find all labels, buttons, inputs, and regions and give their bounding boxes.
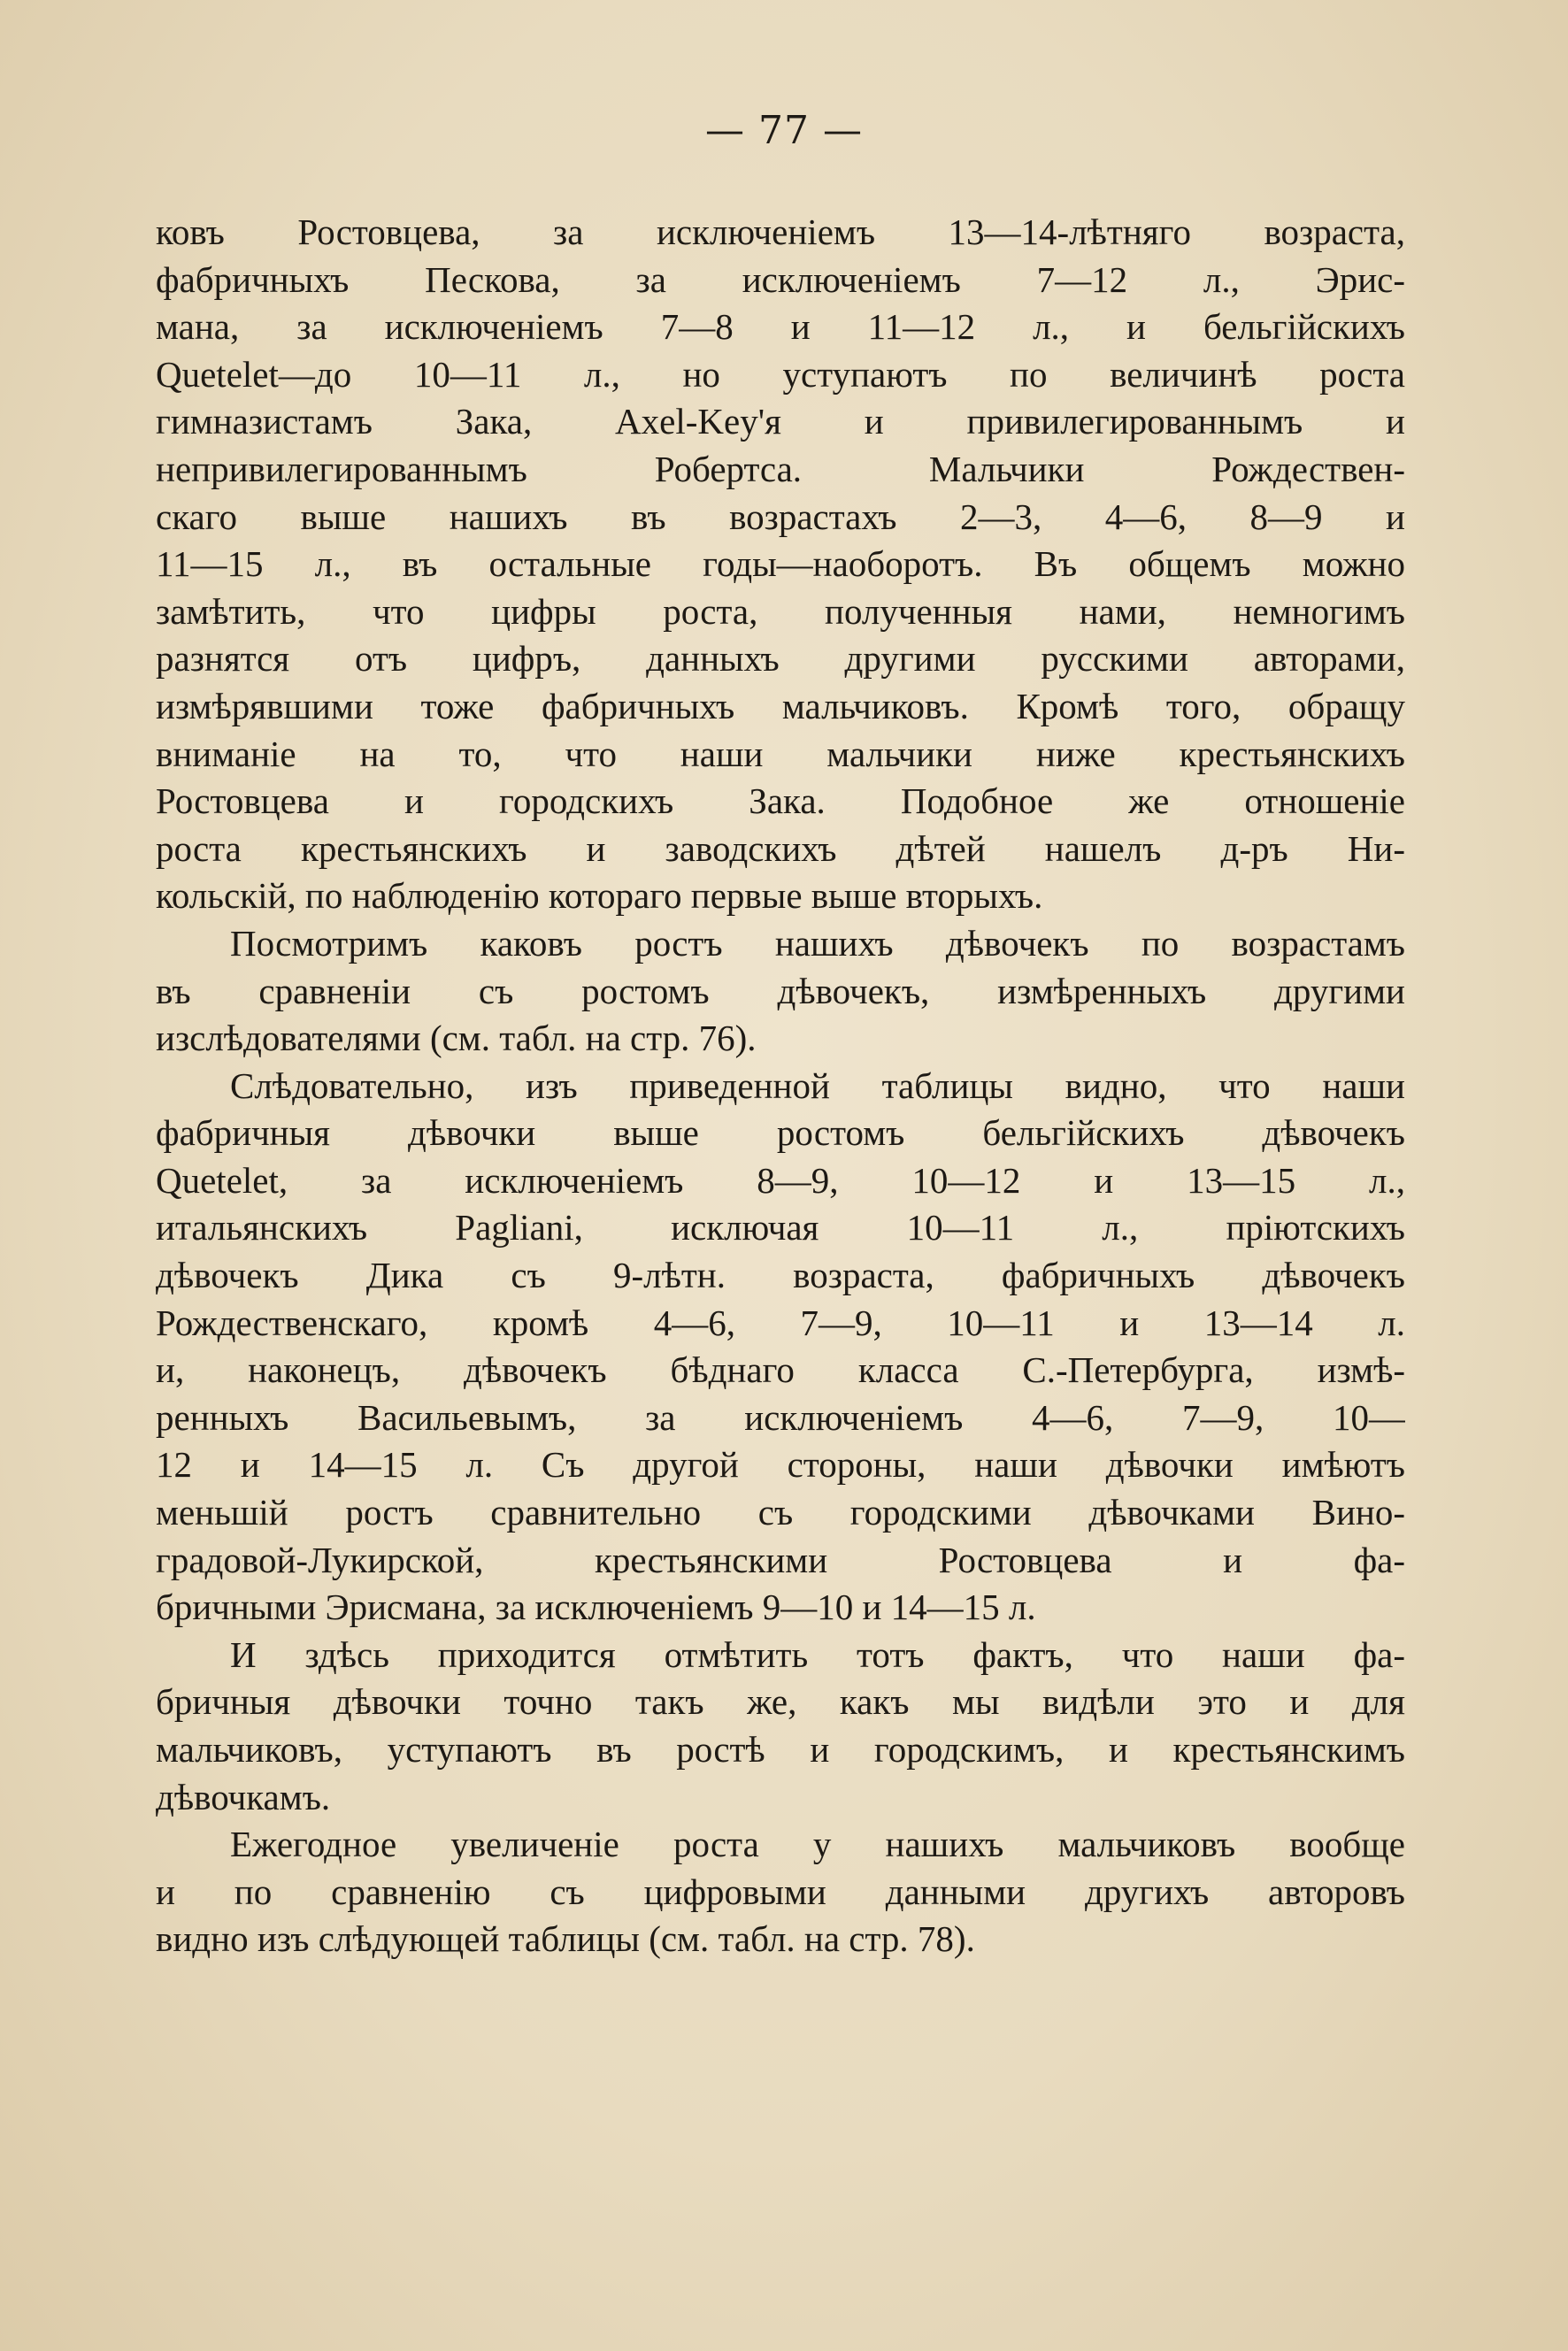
text-line: гимназистамъ Зака, Axel-Key'я и привилегированнымъ и — [156, 401, 1405, 442]
text-line: ковъ Ростовцева, за исключеніемъ 13—14-лѣтняго возраста, — [156, 211, 1405, 252]
text-line: измѣрявшими тоже фабричныхъ мальчиковъ. Кромѣ того, обращу — [156, 685, 1405, 726]
text-line: въ сравненіи съ ростомъ дѣвочекъ, измѣренныхъ другими — [156, 970, 1405, 1011]
text-line: 11—15 л., въ остальные годы—наоборотъ. Въ общемъ можно — [156, 543, 1405, 585]
text-line: итальянскихъ Pagliani, исключая 10—11 л., пріютскихъ — [156, 1207, 1405, 1248]
text-line: 12 и 14—15 л. Съ другой стороны, наши дѣвочки имѣютъ — [156, 1444, 1405, 1486]
text-line: Quetelet, за исключеніемъ 8—9, 10—12 и 13—15 л., — [156, 1159, 1405, 1201]
text-line: ренныхъ Васильевымъ, за исключеніемъ 4—6, 7—9, 10— — [156, 1396, 1405, 1438]
text-line: градовой-Лукирской, крестьянскими Ростовцева и фа- — [156, 1539, 1405, 1580]
text-line: фабричныхъ Пескова, за исключеніемъ 7—12 л., Эрис- — [156, 258, 1405, 300]
text-line: непривилегированнымъ Робертса. Мальчики Рождествен- — [156, 448, 1405, 489]
text-line: и, наконецъ, дѣвочекъ бѣднаго класса С.-Петербурга, измѣ- — [156, 1349, 1405, 1391]
paragraph — [156, 1632, 1405, 1821]
page-number: — 77 — — [705, 108, 863, 153]
text-line: изслѣдователями (см. табл. на стр. 76). — [156, 1018, 757, 1059]
paragraph — [156, 209, 1405, 920]
text-line: видно изъ слѣдующей таблицы (см. табл. на стр. 78). — [156, 1918, 975, 1960]
paragraph — [156, 1063, 1405, 1632]
text-line: меньшій ростъ сравнительно съ городскими дѣвочками Вино- — [156, 1492, 1405, 1533]
text-line: Слѣдовательно, изъ приведенной таблицы видно, что наши — [230, 1064, 1405, 1106]
text-line: мальчиковъ, уступаютъ въ ростѣ и городскимъ, и крестьянскимъ — [156, 1729, 1405, 1770]
text-line: вниманіе на то, что наши мальчики ниже крестьянскихъ — [156, 733, 1405, 774]
text-line: Quetelet—до 10—11 л., но уступаютъ по величинѣ роста — [156, 353, 1405, 395]
text-line: дѣвочкамъ. — [156, 1776, 331, 1817]
text-line: кольскій, по наблюденію котораго первые выше вторыхъ. — [156, 875, 1043, 917]
text-line: фабричныя дѣвочки выше ростомъ бельгійскихъ дѣвочекъ — [156, 1112, 1405, 1154]
text-line: скаго выше нашихъ въ возрастахъ 2—3, 4—6, 8—9 и — [156, 496, 1405, 537]
text-line: разнятся отъ цифръ, данныхъ другими русскими авторами, — [156, 638, 1405, 680]
text-line: замѣтить, что цифры роста, полученныя нами, немногимъ — [156, 590, 1405, 632]
text-line: мана, за исключеніемъ 7—8 и 11—12 л., и бельгійскихъ — [156, 306, 1405, 348]
text-line: Посмотримъ каковъ ростъ нашихъ дѣвочекъ по возрастамъ — [230, 922, 1405, 964]
text-line: роста крестьянскихъ и заводскихъ дѣтей нашелъ д-ръ Ни- — [156, 827, 1405, 869]
text-line: бричныя дѣвочки точно такъ же, какъ мы видѣли это и для — [156, 1681, 1405, 1723]
body-text — [156, 209, 1405, 1963]
paragraph — [156, 920, 1405, 1063]
paragraph — [156, 1821, 1405, 1963]
text-line: дѣвочекъ Дика съ 9-лѣтн. возраста, фабричныхъ дѣвочекъ — [156, 1255, 1405, 1296]
text-line: Ежегодное увеличеніе роста у нашихъ мальчиковъ вообще — [230, 1824, 1405, 1865]
text-line: Рождественскаго, кромѣ 4—6, 7—9, 10—11 и 13—14 л. — [156, 1302, 1405, 1343]
text-line: бричными Эрисмана, за исключеніемъ 9—10 и 14—15 л. — [156, 1587, 1036, 1628]
text-line: и по сравненію съ цифровыми данными другихъ авторовъ — [156, 1871, 1405, 1912]
text-line: Ростовцева и городскихъ Зака. Подобное же отношеніе — [156, 780, 1405, 822]
text-line: И здѣсь приходится отмѣтить тотъ фактъ, что наши фа- — [230, 1633, 1405, 1675]
